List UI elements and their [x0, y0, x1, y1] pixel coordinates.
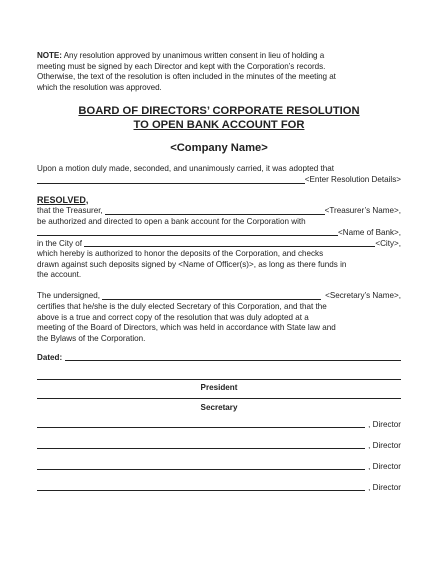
- treasurer-row: [37, 206, 401, 217]
- director-label: , Director: [368, 461, 401, 471]
- dated-blank[interactable]: [65, 352, 401, 361]
- resolution-details-placeholder: <Enter Resolution Details>: [304, 174, 401, 184]
- treasurer-prefix: that the Treasurer,: [37, 205, 105, 215]
- authorized-line: be authorized and directed to open a bank account for the Corporation with: [37, 216, 306, 226]
- bank-name-blank[interactable]: [37, 227, 338, 236]
- honor-line: which hereby is authorized to honor the deposits of the Corporation, and checks: [37, 249, 324, 259]
- secretary-name-blank[interactable]: [102, 291, 321, 300]
- motion-paragraph: [37, 164, 401, 186]
- drawn-line: drawn against such deposits signed by <Name of Officer(s)>, as long as there funds in: [37, 259, 347, 269]
- director-label: , Director: [368, 440, 401, 450]
- secretary-signature-line[interactable]: [37, 398, 401, 399]
- certify-line-2: certifies that he/she is the duly elected Secretary of this Corporation, and that the: [37, 301, 327, 311]
- secretary-prefix: The undersigned,: [37, 291, 103, 301]
- note-line-4: which the resolution was approved.: [37, 82, 162, 92]
- note-line-1: Any resolution approved by unanimous written consent in lieu of holding a: [61, 51, 325, 60]
- bank-row: [37, 227, 401, 238]
- city-placeholder: <City>,: [375, 238, 401, 248]
- certify-line-3: above is a true and correct copy of the resolution that was duly adopted at a: [37, 312, 309, 322]
- certify-line-5: the Bylaws of the Corporation.: [37, 333, 146, 343]
- resolved-heading: RESOLVED,: [37, 194, 89, 205]
- document-title: [37, 105, 401, 133]
- note-label: NOTE:: [37, 51, 62, 60]
- director-signature-row: [37, 482, 401, 493]
- secretary-placeholder: <Secretary’s Name>,: [325, 291, 401, 301]
- director-signature-blank[interactable]: [37, 440, 365, 449]
- director-label: , Director: [368, 482, 401, 492]
- certify-line-4: meeting of the Board of Directors, which was held in accordance with State law and: [37, 323, 336, 333]
- treasurer-placeholder: <Treasurer’s Name>,: [324, 205, 401, 215]
- bank-placeholder: <Name of Bank>,: [338, 227, 401, 237]
- resolution-details-row: [37, 175, 401, 186]
- director-signatures: [37, 419, 401, 493]
- note-line-2: meeting must be signed by each Director and kept with the Corporation’s records.: [37, 61, 326, 71]
- director-signature-blank[interactable]: [37, 482, 365, 491]
- note-line-3: Otherwise, the text of the resolution is often included in the minutes of the meeting at: [37, 72, 336, 82]
- title-line-2: TO OPEN BANK ACCOUNT FOR: [133, 119, 305, 132]
- city-blank[interactable]: [84, 238, 375, 247]
- director-signature-blank[interactable]: [37, 419, 365, 428]
- dated-label: Dated:: [37, 352, 63, 362]
- resolution-document: [37, 51, 401, 493]
- secretary-certification: [37, 291, 401, 344]
- secretary-name-row: [37, 291, 401, 302]
- director-signature-row: [37, 419, 401, 430]
- company-name-placeholder: <Company Name>: [170, 141, 268, 154]
- director-signature-blank[interactable]: [37, 461, 365, 470]
- account-line: the account.: [37, 270, 82, 280]
- note-paragraph: [37, 51, 401, 93]
- motion-line: Upon a motion duly made, seconded, and unanimously carried, it was adopted that: [37, 163, 334, 173]
- city-row: [37, 238, 401, 249]
- resolution-details-blank[interactable]: [37, 175, 305, 184]
- dated-row: [37, 352, 401, 363]
- president-label: President: [200, 383, 238, 393]
- title-line-1: BOARD OF DIRECTORS’ CORPORATE RESOLUTION: [78, 105, 360, 118]
- director-signature-row: [37, 461, 401, 472]
- secretary-label: Secretary: [200, 403, 238, 413]
- treasurer-name-blank[interactable]: [105, 206, 325, 215]
- director-label: , Director: [368, 419, 401, 429]
- president-signature-line[interactable]: [37, 379, 401, 380]
- city-prefix: in the City of: [37, 238, 85, 248]
- director-signature-row: [37, 440, 401, 451]
- resolved-paragraph: [37, 206, 401, 281]
